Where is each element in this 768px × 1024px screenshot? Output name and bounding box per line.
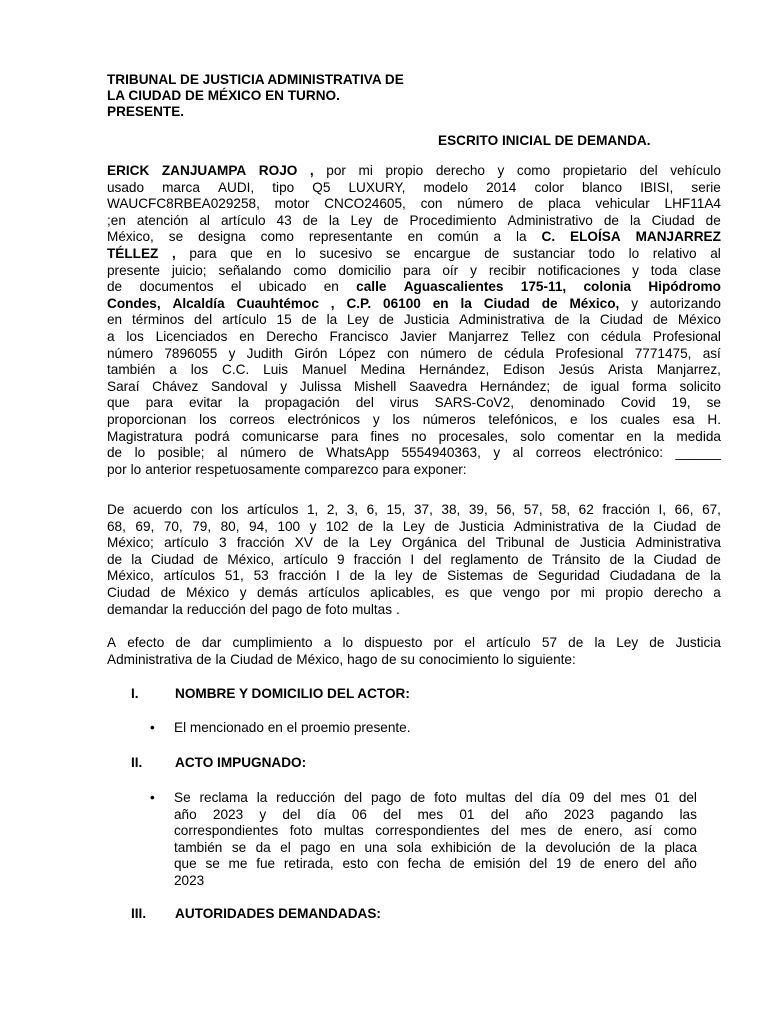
text-line: usado marca AUDI, tipo Q5 LUXURY, modelo 2014 color blanco IBISI, serie [107, 179, 721, 195]
section-number: II. [131, 755, 143, 770]
list-item-text: El mencionado en el proemio presente. [174, 720, 411, 735]
text-line: México, artículos 51, 53 fracción I de la ley de Sistemas de Seguridad Ciudadana de la [107, 568, 721, 584]
text-line: año 2023 y del día 06 del mes 01 del año 2023 pagando las [174, 806, 697, 822]
section-heading [131, 755, 306, 770]
text-line: Administrativa de la Ciudad de México, hago de su conocimiento lo siguiente: [107, 651, 576, 667]
section-title: ACTO IMPUGNADO: [175, 755, 307, 770]
text-line: WAUCFC8RBEA029258, motor CNCO24605, con número de placa vehicular LHF11A4 [107, 196, 721, 212]
text-line: que para evitar la propagación del virus SARS-CoV2, denominado Covid 19, se [107, 395, 721, 411]
text-line: en términos del artículo 15 de la Ley de Justicia Administrativa de la Ciudad de México [107, 312, 721, 328]
text-line: 68, 69, 70, 79, 80, 94, 100 y 102 de la Ley de Justicia Administrativa de la Ciudad de [107, 518, 721, 534]
section-heading [131, 906, 381, 921]
text-line: por lo anterior respetuosamente comparezco para exponer: [107, 461, 467, 477]
section-number: III. [131, 906, 147, 921]
text-line: proporcionan los correos electrónicos y los números telefónicos, e los cuales esa H. [107, 411, 721, 427]
text-line: ;en atención al artículo 43 de la Ley de Procedimiento Administrativo de la Ciudad de [107, 212, 721, 228]
text-line: número 7896055 y Judith Girón López con número de cédula Profesional 7771475, así [107, 345, 721, 361]
text-line: demandar la reducción del pago de foto multas . [107, 601, 400, 617]
text-line: Condes, Alcaldía Cuauhtémoc , C.P. 06100 en la Ciudad de México, y autorizando [107, 295, 721, 311]
text-line: también a los C.C. Luis Manuel Medina Hernández, Edison Jesús Arista Manjarrez, [107, 362, 721, 378]
text-line: correspondientes foto multas correspondientes del mes de enero, así como [174, 823, 697, 839]
section-heading [131, 686, 410, 701]
text-line: TÉLLEZ , para que en lo sucesivo se encargue de sustanciar todo lo relativo al [107, 245, 721, 261]
legal-basis-paragraph [107, 502, 721, 618]
addressee-block [107, 72, 404, 120]
text-line: México; artículo 3 fracción XV de la Ley Orgánica del Tribunal de Justicia Administrativa [107, 535, 721, 551]
proemio-paragraph [107, 163, 721, 478]
text-line: ERICK ZANJUAMPA ROJO , por mi propio derecho y como propietario del vehículo [107, 163, 721, 178]
section-title: AUTORIDADES DEMANDADAS: [175, 906, 381, 921]
text-line: 2023 [174, 872, 205, 888]
addressee-line-1: TRIBUNAL DE JUSTICIA ADMINISTRATIVA DE [107, 72, 404, 87]
text-line: también se da el pago en una sola exhibición de la devolución de la placa [174, 839, 697, 855]
document-title: ESCRITO INICIAL DE DEMANDA. [438, 133, 651, 148]
section-number: I. [131, 686, 139, 701]
addressee-line-3: PRESENTE. [107, 104, 185, 119]
text-line: A efecto de dar cumplimiento a lo dispuesto por el artículo 57 de la Ley de Justicia [107, 635, 721, 650]
text-line: de documentos el ubicado en calle Aguascalientes 175-11, colonia Hipódromo [107, 279, 721, 295]
text-line: De acuerdo con los artículos 1, 2, 3, 6, 15, 37, 38, 39, 56, 57, 58, 62 fracción I, 66, 67, [107, 502, 721, 517]
text-line: Ciudad de México y demás artículos aplicables, es que vengo por mi propio derecho a [107, 584, 721, 600]
text-line: Saraí Chávez Sandoval y Julissa Mishell Saavedra Hernández; de igual forma solicito [107, 378, 721, 394]
text-line: México, se designa como representante en común a la C. ELOÍSA MANJARREZ [107, 229, 721, 245]
bullet-icon: • [150, 790, 155, 805]
text-line: Se reclama la reducción del pago de foto multas del día 09 del mes 01 del [174, 790, 697, 805]
text-line: de la Ciudad de México, artículo 9 fracción I del reglamento de Tránsito de la Ciudad de [107, 551, 721, 567]
text-line: Magistratura podrá comunicarse para fines no procesales, solo comentar en la medida [107, 428, 721, 444]
section-title: NOMBRE Y DOMICILIO DEL ACTOR: [175, 686, 410, 701]
text-line: que se me fue retirada, esto con fecha de emisión del 19 de enero del año [174, 856, 697, 872]
text-line: presente juicio; señalando como domicilio para oír y recibir notificaciones y toda clase [107, 262, 721, 278]
text-line: de lo posible; al número de WhatsApp 5554940363, y al correos electrónico: ______ [107, 445, 721, 461]
text-line: a los Licenciados en Derecho Francisco Javier Manjarrez Tellez con cédula Profesional [107, 328, 721, 344]
intro-paragraph [107, 635, 721, 668]
list-item-text [174, 790, 697, 890]
addressee-line-2: LA CIUDAD DE MÉXICO EN TURNO. [107, 88, 340, 103]
bullet-icon: • [150, 720, 155, 735]
